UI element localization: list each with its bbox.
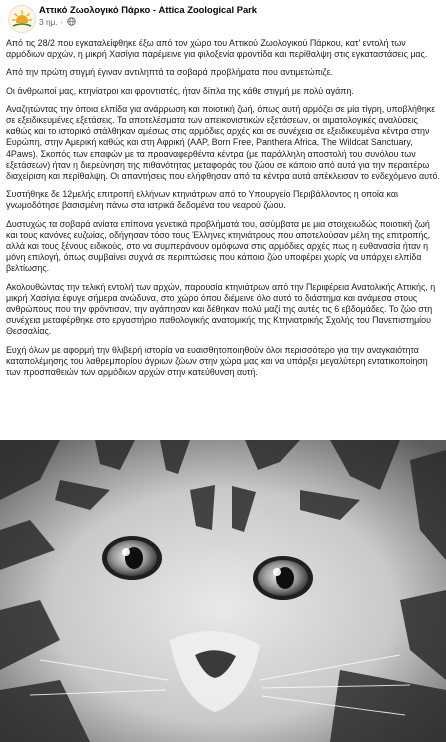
post-paragraph: Ευχή όλων με αφορμή την θλιβερή ιστορία να ευαισθητοποιηθούν όλοι περισσότερο για την αναγκαιότητα καταπολέμησης του λαθρεμπορίου άγριων ζώων στην χώρα μας και να υπάρξει μεγαλύτερη εντατικοποίηση των προσπαθειών των αρμόδιων αρχών στην κατεύθυνση αυτή. (6, 344, 428, 378)
post-meta: 3 ημ. · (39, 17, 76, 28)
page-avatar[interactable] (8, 5, 36, 33)
post-paragraph: Συστήθηκε δε 12μελής επιτροπή ελλήνων κτηνιάτρων από το Υπουργείο Περιβάλλοντος η οποία και γνωμοδότησε βασισμένη πάνω στα ιατρικά δεδομένα του νεαρού ζώου. (6, 189, 398, 211)
zoo-logo-icon (9, 6, 35, 32)
post-paragraph: Δυστυχώς τα σοβαρά ανίατα επίπονα γενετικά προβλήματά του, ασύμβατα με μια στοιχειωδώς ποιοτική ζωή και τους κανόνες ευζωίας, οδήγησαν τόσο τους Έλληνες κτηνιάτρους που αποτελούσαν μέλη της επιτροπής, αλλά και τους ξένους ειδικούς, στο να συμπεράνουν ομόφωνα στις αρμόδιες αρχές πως η ευθανασία ήταν η μόνη επιλογή, όπως συμβαίνει συχνά σε περιπτώσεις που κάποιο ζώο υποφέρει χωρίς να υπάρχει ελπίδα βελτίωσης. (6, 218, 431, 274)
post-paragraph: Από τις 28/2 που εγκαταλείφθηκε έξω από τον χώρο του Αττικού Ζωολογικού Πάρκου, κατ' εντολή των αρμόδιων αρχών, η μικρή Χασίγια παρέμεινε για φιλοξενία φροντίδα και περίθαλψη στις εγκαταστάσεις μας. (6, 38, 428, 60)
post-paragraph: Ακολουθώντας την τελική εντολή των αρχών, παρουσία κτηνιάτρων από την Περιφέρεια Ανατολικής Αττικής, η μικρή Χασίγια έφυγε σήμερα ανώδυνα, στο χώρο όπου διέμεινε όλο αυτό το διάστημα και ανάμεσα στους ανθρώπους που την φρόντισαν, την αγάπησαν και δέθηκαν πολύ μαζί της αυτές τις 6 εβδομάδες. Το ζώο στη συνέχεια μεταφέρθηκε στο εργαστήριο παθολογικής ανατομικής της Κτηνιατρικής Σχολής του Πανεπιστημίου Θεσσαλίας. (6, 281, 436, 337)
page-name-link[interactable]: Αττικό Ζωολογικό Πάρκο - Attica Zoological Park (39, 4, 258, 15)
post-header (0, 0, 446, 34)
post-timestamp[interactable]: 3 ημ. (39, 17, 58, 27)
tiger-cub-image (0, 440, 446, 742)
tiger-cub-photo[interactable] (0, 440, 446, 742)
globe-icon (67, 17, 76, 28)
post-body (6, 38, 442, 385)
post-paragraph: Από την πρώτη στιγμή έγιναν αντιληπτά τα σοβαρά προβλήματα που αντιμετώπιζε. (6, 67, 333, 78)
post-paragraph: Οι άνθρωποί μας, κτηνίατροι και φροντιστές, ήταν δίπλα της κάθε στιγμή με πολύ αγάπη. (6, 85, 354, 96)
post-paragraph: Αναζητώντας την όποια ελπίδα για ανάρρωση και ποιοτική ζωή, όπως αυτή αρμόζει σε μία τίγρη, υποβλήθηκε σε εξειδικευμένες εξετάσεις. Τα αποτελέσματα των απεικονιστικών εξετάσεων, οι αιματολογικές αναλύσεις καθώς και το ιστορικό στάλθηκαν αμέσως στις αρμόδιες αρχές και σε συνέχεια σε εξειδικευμένα κέντρα στην Ευρώπη, στην Αμερική καθώς και στη Αφρική (AAP, Born Free, Panthera Africa, The Wildcat Sanctuary, 4Paws). Σκοπός των επαφών με τα προαναφερθέντα κέντρα (με παράλληλη αποστολή του συνόλου των εξετάσεων) ήταν η διερεύνηση της πιθανότητας μεταφοράς του ζώου σε κάποιο από αυτά για την περαιτέρω διαχείριση και περίθαλψη. Οι απαντήσεις που ελήφθησαν από τα κέντρα αυτά απέκλεισαν το ενδεχόμενο αυτό. (6, 103, 440, 182)
